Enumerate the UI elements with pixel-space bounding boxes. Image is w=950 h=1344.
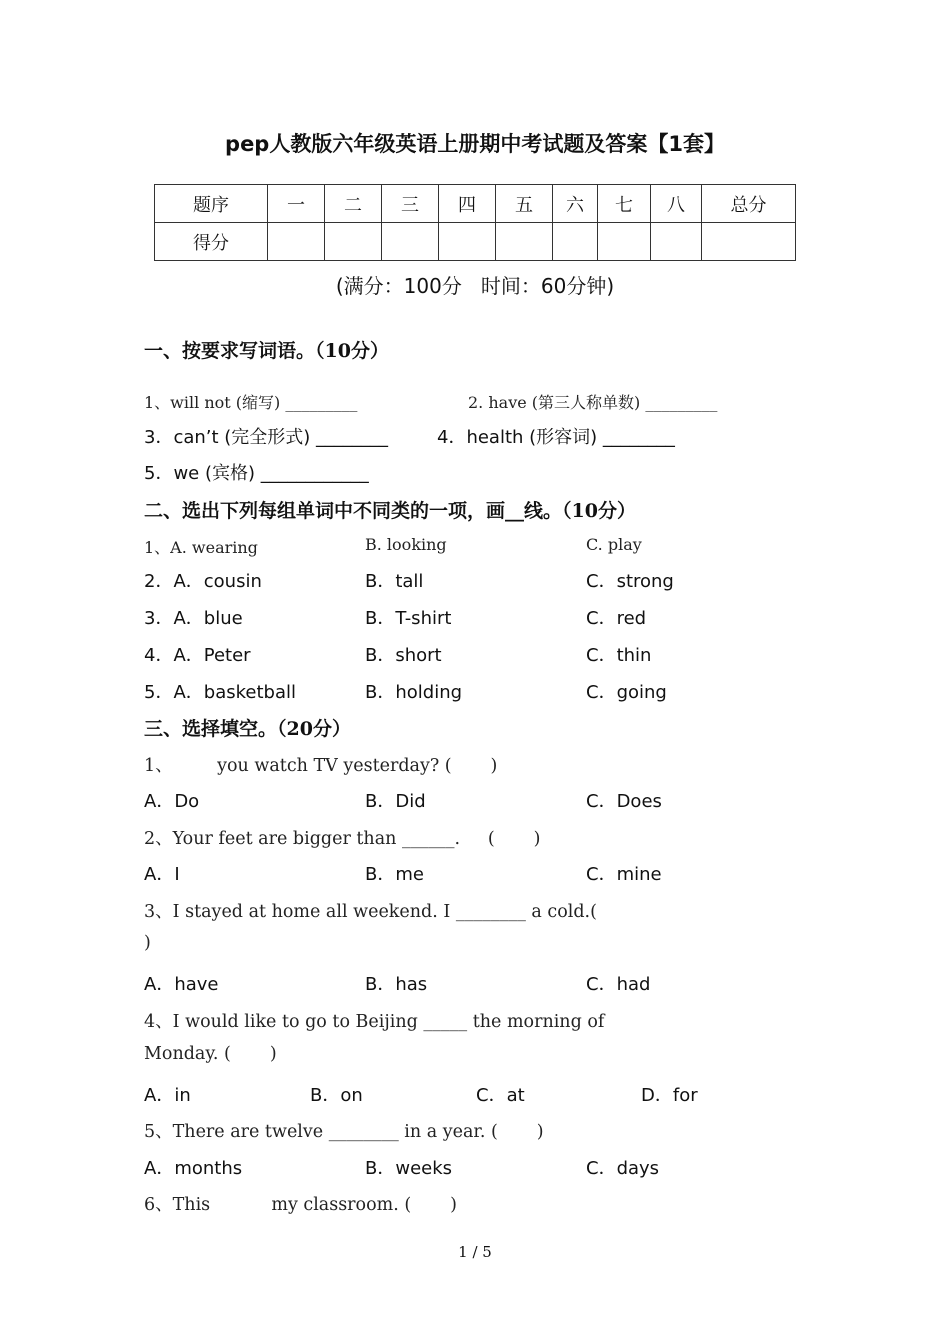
score-input-cell[interactable] — [598, 223, 651, 261]
option-c: C. play — [586, 535, 642, 554]
option-c: C．thin — [586, 645, 652, 666]
option-c: C．mine — [586, 864, 662, 885]
option-b: B．weeks — [365, 1158, 453, 1179]
option-b: B．holding — [365, 682, 463, 703]
score-input-cell[interactable] — [496, 223, 553, 261]
score-input-cell[interactable] — [702, 223, 796, 261]
option-c: C．at — [476, 1085, 525, 1106]
option-b: B．tall — [365, 571, 424, 592]
section3-heading: 三、选择填空。（20分） — [144, 718, 351, 740]
score-table — [154, 184, 796, 261]
option-c: C．days — [586, 1158, 660, 1179]
score-table-score-row — [155, 223, 796, 261]
question-continued: Monday. ( ) — [144, 1044, 277, 1064]
page-number: 1 / 5 — [458, 1243, 492, 1261]
option-a: 5．A．basketball — [144, 682, 296, 703]
score-input-cell[interactable] — [325, 223, 382, 261]
option-b: B. looking — [365, 535, 447, 554]
table-cell: 题序 — [155, 185, 268, 223]
option-a: A．have — [144, 974, 219, 995]
score-input-cell[interactable] — [382, 223, 439, 261]
table-cell: 七 — [598, 185, 651, 223]
question: 4、I would like to go to Beijing _____ the morning of — [144, 1012, 605, 1032]
table-cell: 五 — [496, 185, 553, 223]
option-b: B．Did — [365, 791, 426, 812]
score-input-cell[interactable] — [651, 223, 702, 261]
option-a: 1、A. wearing — [144, 538, 258, 557]
question: 1、 you watch TV yesterday? ( ) — [144, 756, 498, 776]
table-cell: 总分 — [702, 185, 796, 223]
option-c: C．Does — [586, 791, 662, 812]
option-c: C．going — [586, 682, 667, 703]
option-a: 3．A．blue — [144, 608, 243, 629]
option-b: B．short — [365, 645, 442, 666]
option-b: B．me — [365, 864, 424, 885]
option-b: B．has — [365, 974, 428, 995]
option-b: B．T-shirt — [365, 608, 452, 629]
question: 3．can’t (完全形式) ________ — [144, 427, 389, 448]
section2-heading: 二、选出下列每组单词中不同类的一项，画__线。（10分） — [144, 500, 636, 522]
option-a: A．in — [144, 1085, 191, 1106]
option-c: C．strong — [586, 571, 674, 592]
question: 3、I stayed at home all weekend. I ________ a cold.( — [144, 902, 597, 922]
question: 6、This my classroom. ( ) — [144, 1195, 457, 1215]
option-d: D．for — [641, 1085, 698, 1106]
option-c: C．had — [586, 974, 651, 995]
option-a: 4．A．Peter — [144, 645, 251, 666]
question: 2. have (第三人称单数) _________ — [468, 393, 718, 412]
table-cell: 八 — [651, 185, 702, 223]
page-title: pep人教版六年级英语上册期中考试题及答案【1套】 — [225, 132, 725, 156]
score-input-cell[interactable] — [553, 223, 598, 261]
option-a: A．I — [144, 864, 180, 885]
option-a: A．Do — [144, 791, 200, 812]
score-table-header-row — [155, 185, 796, 223]
table-cell: 二 — [325, 185, 382, 223]
question: 4．health (形容词) ________ — [437, 427, 675, 448]
table-cell: 三 — [382, 185, 439, 223]
option-a: 2．A．cousin — [144, 571, 262, 592]
question: 2、Your feet are bigger than ______. ( ) — [144, 829, 541, 849]
question: 5、There are twelve ________ in a year. ( ) — [144, 1122, 544, 1142]
question: 5．we (宾格) ____________ — [144, 463, 369, 484]
option-c: C．red — [586, 608, 647, 629]
option-a: A．months — [144, 1158, 243, 1179]
table-cell: 六 — [553, 185, 598, 223]
score-input-cell[interactable] — [439, 223, 496, 261]
exam-info: (满分：100分 时间：60分钟) — [335, 274, 615, 298]
table-cell: 四 — [439, 185, 496, 223]
option-b: B．on — [310, 1085, 363, 1106]
question-continued: ) — [144, 933, 151, 953]
score-input-cell[interactable] — [268, 223, 325, 261]
section1-heading: 一、按要求写词语。（10分） — [144, 340, 389, 362]
question: 1、will not (缩写) _________ — [144, 393, 358, 412]
table-cell: 一 — [268, 185, 325, 223]
table-cell: 得分 — [155, 223, 268, 261]
